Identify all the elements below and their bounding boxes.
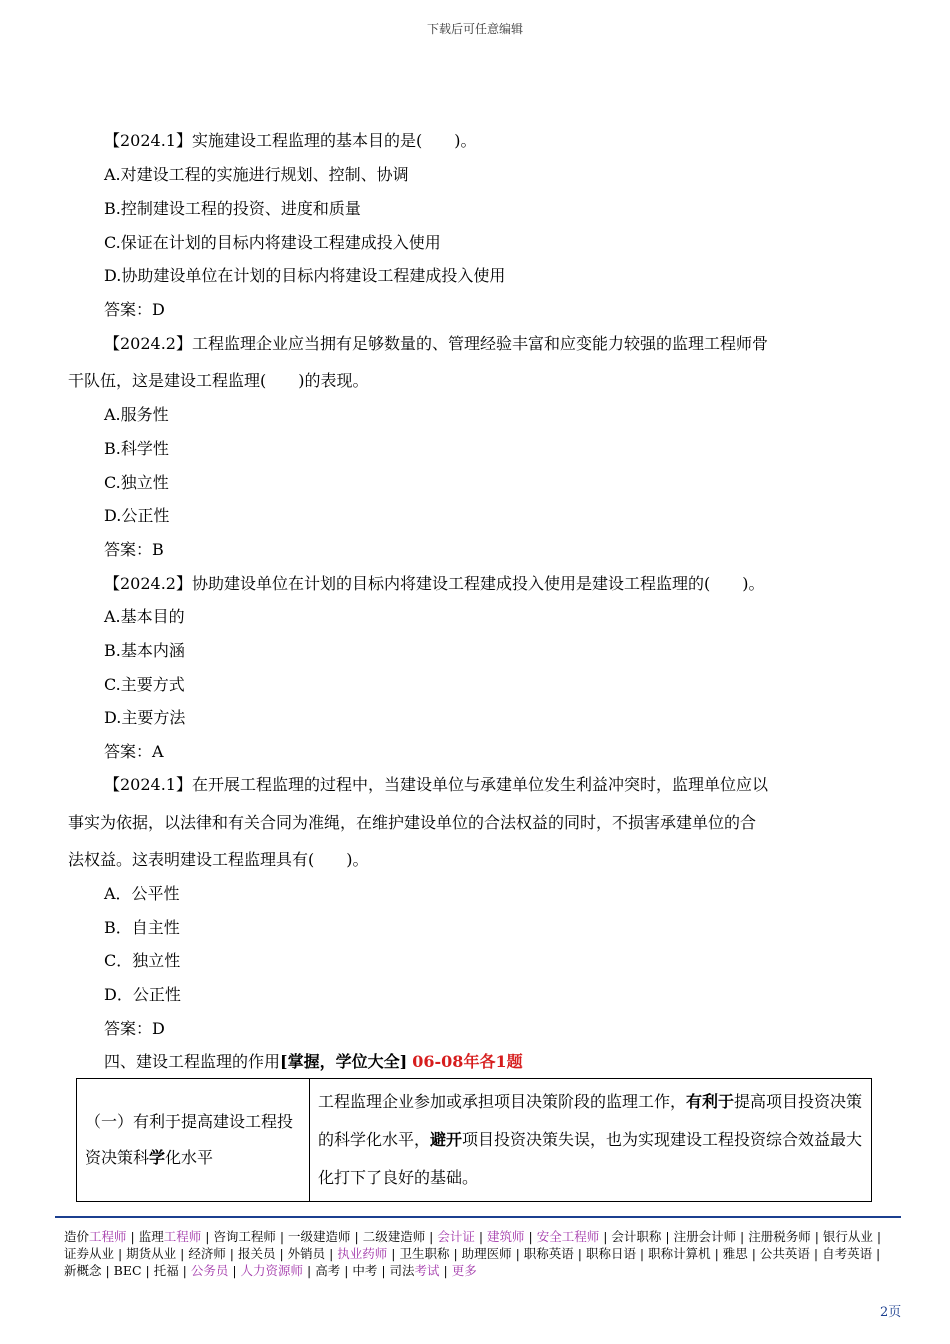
option: C.独立性	[104, 473, 169, 492]
question-stem-continued: 事实为依据，以法律和有关合同为准绳，在维护建设单位的合法权益的同时，不损害承建单位的合	[68, 813, 757, 832]
question-stem: 【2024.2】工程监理企业应当拥有足够数量的、管理经验丰富和应变能力较强的监理工程师骨	[104, 334, 768, 353]
option: D．公正性	[104, 985, 181, 1004]
footer-link[interactable]: |	[439, 1263, 452, 1278]
answer: 答案：A	[104, 742, 164, 761]
footer-link[interactable]: | 卫生职称 | 助理医师 | 职称英语 | 职称日语 | 职称计算机 | 雅思 | 公共英语 | 自考英语 | 新概念 | BEC | 托福 |	[64, 1246, 881, 1278]
option: B．自主性	[104, 918, 180, 937]
question-stem: 【2024.2】协助建设单位在计划的目标内将建设工程建成投入使用是建设工程监理的( )。	[104, 574, 765, 593]
option: B.科学性	[104, 439, 169, 458]
answer: 答案：D	[104, 1019, 165, 1038]
option: C．独立性	[104, 951, 181, 970]
footer-link[interactable]: | 咨询工程师 | 一级建造师 | 二级建造师 |	[201, 1229, 438, 1244]
page-number: 2页	[880, 1305, 902, 1320]
option: C.保证在计划的目标内将建设工程建成投入使用	[104, 233, 441, 252]
footer-link-highlight[interactable]: 工程师	[163, 1229, 202, 1244]
question-stem-continued: 法权益。这表明建设工程监理具有( )。	[68, 850, 369, 869]
question-stem-continued: 干队伍，这是建设工程监理( )的表现。	[68, 371, 369, 390]
option: B.控制建设工程的投资、进度和质量	[104, 199, 361, 218]
section-years: 06-08年各1题	[412, 1052, 523, 1071]
footer-link-highlight[interactable]: 会计证	[437, 1229, 475, 1244]
footer-link-highlight[interactable]: 建筑师	[487, 1229, 525, 1244]
footer-link[interactable]: | 高考 | 中考 | 司法	[303, 1263, 415, 1278]
table-row	[77, 1079, 872, 1202]
footer-link[interactable]: |	[524, 1229, 537, 1244]
option: C.主要方式	[104, 675, 185, 694]
option: D.协助建设单位在计划的目标内将建设工程建成投入使用	[104, 266, 506, 285]
footer-link-highlight[interactable]: 人力资源师	[240, 1263, 304, 1278]
footer-link[interactable]: | 会计职称 | 注册会计师 | 注册税务师 | 银行从业 | 证券从业 | 期货从业 | 经济师 | 报关员 | 外销员 |	[64, 1229, 882, 1261]
footer-link-highlight[interactable]: 公务员	[190, 1263, 229, 1278]
option: D.公正性	[104, 506, 170, 525]
role-heading-cell: （一）有利于提高建设工程投资决策科学化水平	[77, 1079, 310, 1202]
section-title: 四、建设工程监理的作用	[104, 1052, 281, 1071]
option: B.基本内涵	[104, 641, 185, 660]
answer: 答案：B	[104, 540, 164, 559]
footer-link[interactable]: 造价	[64, 1229, 90, 1244]
option: A.服务性	[104, 405, 169, 424]
option: A．公平性	[104, 884, 180, 903]
option: D.主要方法	[104, 708, 186, 727]
footer-divider	[55, 1216, 901, 1218]
option: A.基本目的	[104, 607, 185, 626]
option: A.对建设工程的实施进行规划、控制、协调	[104, 165, 409, 184]
footer-link[interactable]: | 监理	[126, 1229, 164, 1244]
role-table	[76, 1078, 872, 1202]
header-note: 下载后可任意编辑	[426, 22, 523, 36]
footer-links[interactable]	[64, 1228, 894, 1279]
footer-link-highlight[interactable]: 考试	[414, 1263, 440, 1278]
question-stem: 【2024.1】实施建设工程监理的基本目的是( )。	[104, 131, 477, 150]
role-description-cell: 工程监理企业参加或承担项目决策阶段的监理工作，有利于提高项目投资决策的科学化水平，避开项目投资决策失误，也为实现建设工程投资综合效益最大化打下了良好的基础。	[310, 1079, 872, 1202]
footer-link-highlight[interactable]: 更多	[451, 1263, 477, 1278]
section-heading	[104, 1049, 523, 1072]
footer-link[interactable]: |	[474, 1229, 488, 1244]
footer-link-highlight[interactable]: 执业药师	[337, 1246, 388, 1261]
answer: 答案：D	[104, 300, 165, 319]
footer-link-highlight[interactable]: 安全工程师	[536, 1229, 600, 1244]
question-stem: 【2024.1】在开展工程监理的过程中，当建设单位与承建单位发生利益冲突时，监理单位应以	[104, 775, 768, 794]
footer-link[interactable]: |	[228, 1263, 241, 1278]
footer-link-highlight[interactable]: 工程师	[89, 1229, 127, 1244]
section-tag: [掌握，学位大全]	[280, 1052, 408, 1071]
